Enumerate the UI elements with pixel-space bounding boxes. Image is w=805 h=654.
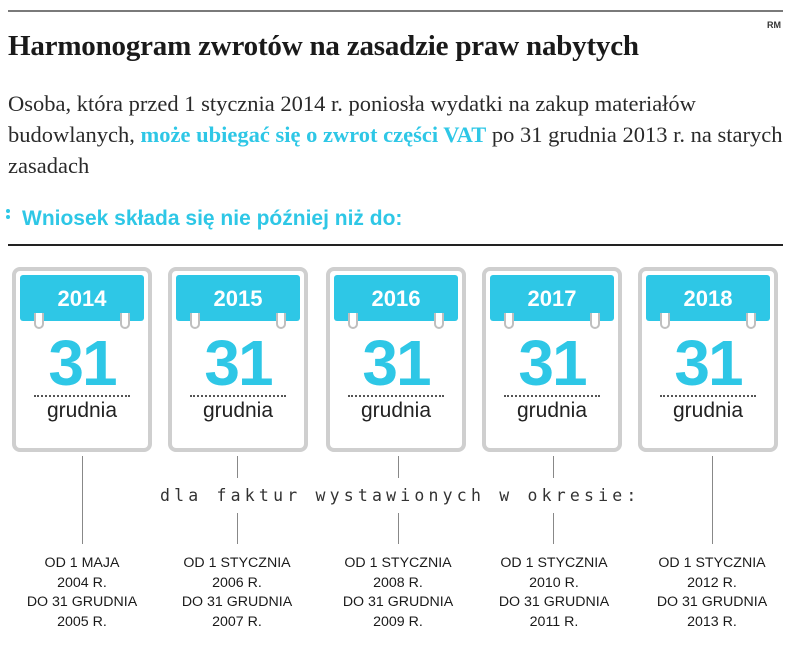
calendar-ring-icon (120, 313, 130, 329)
period-to-year: 2009 R. (373, 613, 423, 630)
calendar-card (12, 267, 152, 452)
calendar-dotted-line (348, 395, 444, 397)
calendar-month: grudnia (46, 399, 118, 422)
connector-line (553, 456, 554, 478)
period-from-year: 2012 R. (687, 574, 737, 591)
period-label (2, 554, 162, 632)
calendar-ring-icon (276, 313, 286, 329)
period-from: OD 1 STYCZNIA (344, 555, 452, 571)
connector-line (398, 456, 399, 478)
calendar-ring-icon (34, 313, 44, 329)
period-from: OD 1 STYCZNIA (658, 555, 766, 571)
calendar-day: 31 (518, 327, 586, 399)
calendar-month: grudnia (516, 399, 588, 422)
subhead-text: Wniosek składa się nie później niż do: (22, 207, 403, 230)
period-from-year: 2008 R. (373, 574, 423, 591)
connector-line (82, 456, 83, 544)
period-to: DO 31 GRUDNIA (181, 594, 293, 610)
calendar-ring-icon (434, 313, 444, 329)
calendar-day: 31 (674, 327, 742, 399)
period-label (318, 554, 478, 632)
calendar-ring-icon (660, 313, 670, 329)
calendar-dotted-line (660, 395, 756, 397)
period-from: OD 1 STYCZNIA (500, 555, 608, 571)
calendar-day: 31 (362, 327, 430, 399)
corner-tag: RM (767, 20, 781, 30)
calendar-year: 2014 (20, 275, 144, 321)
period-from-year: 2004 R. (57, 574, 107, 591)
period-to-year: 2007 R. (212, 613, 262, 630)
calendar-day: 31 (204, 327, 272, 399)
infographic-title: Harmonogram zwrotów na zasadzie praw nabytych (8, 30, 639, 62)
calendar-year: 2018 (646, 275, 770, 321)
connector-line (237, 456, 238, 478)
calendar-month: grudnia (360, 399, 432, 422)
calendar-ring-icon (190, 313, 200, 329)
period-label (157, 554, 317, 632)
bullet-dots-icon (6, 207, 16, 221)
connector-line (712, 456, 713, 544)
period-from-year: 2010 R. (529, 574, 579, 591)
lead-text-before: Osoba, która przed 1 stycznia 2014 r. poniosła wydatki na zakup materiałów budowlanych, (8, 91, 696, 147)
subhead (6, 207, 402, 231)
calendar-card (482, 267, 622, 452)
period-label (632, 554, 792, 632)
calendar-year: 2016 (334, 275, 458, 321)
lead-paragraph (8, 88, 788, 181)
period-to-year: 2013 R. (687, 613, 737, 630)
lead-text-after: po 31 grudnia 2013 r. na starych zasadach (8, 122, 783, 178)
period-caption: dla faktur wystawionych w okresie: (160, 486, 641, 505)
calendar-month: grudnia (672, 399, 744, 422)
calendar-ring-icon (746, 313, 756, 329)
section-divider (8, 244, 783, 246)
calendar-card (168, 267, 308, 452)
calendar-year: 2015 (176, 275, 300, 321)
period-to: DO 31 GRUDNIA (656, 594, 768, 610)
calendar-ring-icon (504, 313, 514, 329)
period-label (474, 554, 634, 632)
period-to: DO 31 GRUDNIA (26, 594, 138, 610)
connector-line (553, 513, 554, 544)
period-to: DO 31 GRUDNIA (498, 594, 610, 610)
period-from: OD 1 MAJA (44, 555, 120, 571)
calendar-month: grudnia (202, 399, 274, 422)
calendar-dotted-line (190, 395, 286, 397)
period-to: DO 31 GRUDNIA (342, 594, 454, 610)
period-from-year: 2006 R. (212, 574, 262, 591)
calendar-dotted-line (34, 395, 130, 397)
calendar-ring-icon (590, 313, 600, 329)
lead-highlight: może ubiegać się o zwrot części VAT (140, 122, 487, 147)
top-rule (8, 10, 783, 12)
period-to-year: 2011 R. (529, 613, 579, 630)
calendar-card (326, 267, 466, 452)
calendar-year: 2017 (490, 275, 614, 321)
calendar-day: 31 (48, 327, 116, 399)
period-from: OD 1 STYCZNIA (183, 555, 291, 571)
calendar-dotted-line (504, 395, 600, 397)
connector-line (398, 513, 399, 544)
period-to-year: 2005 R. (57, 613, 107, 630)
connector-line (237, 513, 238, 544)
calendar-ring-icon (348, 313, 358, 329)
calendar-card (638, 267, 778, 452)
